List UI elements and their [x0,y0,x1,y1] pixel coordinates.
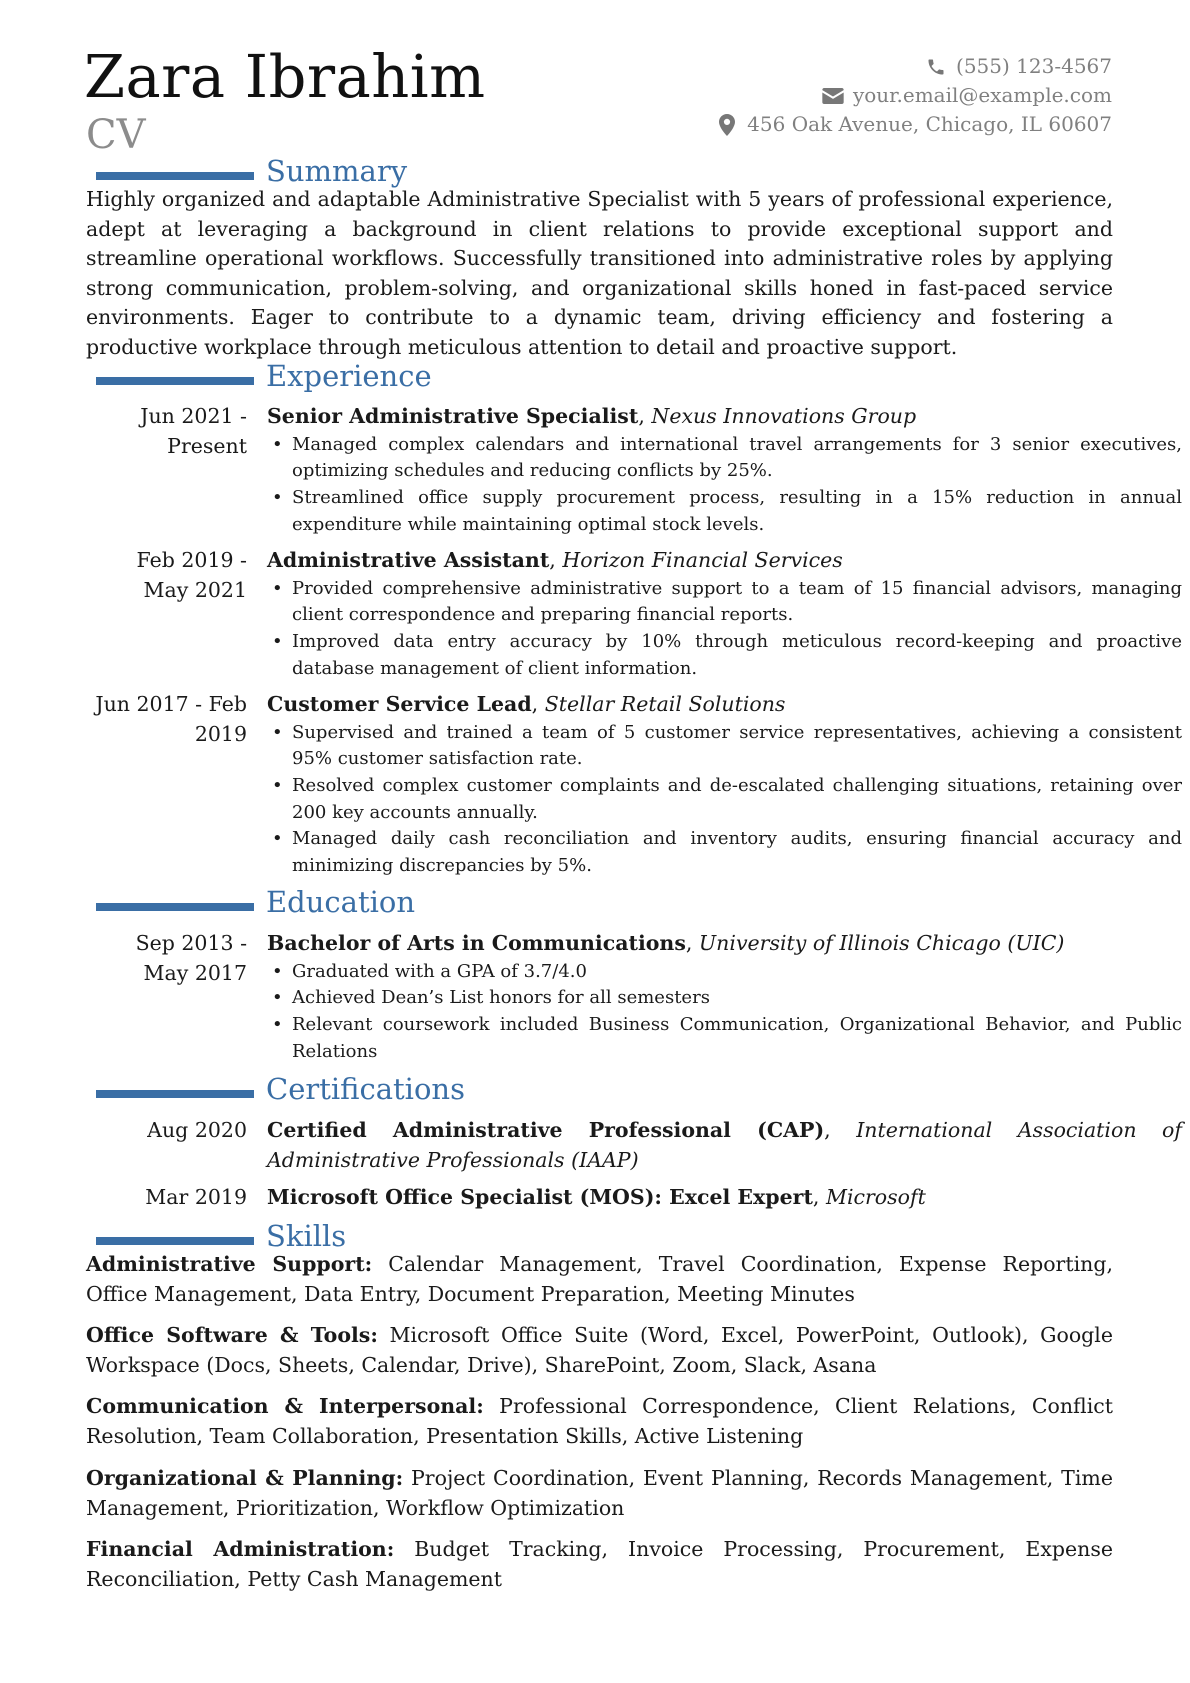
section-rule [96,903,254,911]
bullet-list [267,720,1182,880]
bullet-item: • Relevant coursework included Business Communication, Organizational Behavior, and Public Relations [292,1012,1182,1065]
bullet-item: • Resolved complex customer complaints and de-escalated challenging situations, retaining over 200 key accounts annually. [292,773,1182,826]
phone-text: (555) 123-4567 [956,54,1112,78]
email-text[interactable]: your.email@example.com [852,83,1112,107]
entry-heading: Senior Administrative Specialist, Nexus Innovations Group [267,404,917,428]
bullet-item: • Improved data entry accuracy by 10% through meticulous record-keeping and proactive database management of client information. [292,629,1182,682]
skill-items: Microsoft Office Suite (Word, Excel, PowerPoint, Outlook), Google Workspace (Docs, Sheets, Calendar, Drive), SharePoint, Zoom, Slack, Asana [86,1323,1113,1377]
skill-group [86,1464,1113,1523]
entry-heading: Certified Administrative Professional (CAP), International Association of Administrative Professionals (IAAP) [267,1118,1182,1172]
document-type: CV [86,112,146,158]
skill-group [86,1392,1113,1451]
address-text: 456 Oak Avenue, Chicago, IL 60607 [747,112,1112,136]
entry-organization: International Association of Administrative Professionals (IAAP) [267,1118,1182,1172]
bullet-list [267,959,1182,1066]
entry-date: Jun 2021 - Present [140,404,247,458]
contact-address [592,110,1112,139]
section-title: Education [266,885,416,919]
section-rule [96,172,254,180]
section-title: Certifications [266,1072,465,1106]
skill-group [86,1321,1113,1380]
entry-role: Customer Service Lead [267,692,532,716]
candidate-name: Zara Ibrahim [84,42,486,111]
skill-items: Professional Correspondence, Client Relations, Conflict Resolution, Team Collaboration, Presentation Skills, Active Listening [86,1394,1114,1448]
skill-category: Administrative Support: [86,1252,373,1276]
bullet-list [267,432,1182,539]
entry-role: Bachelor of Arts in Communications [267,931,686,955]
entry-date: Jun 2017 - Feb 2019 [95,692,247,746]
entry-heading: Microsoft Office Specialist (MOS): Excel Expert, Microsoft [267,1185,926,1209]
section-rule [96,377,254,385]
summary-text: Highly organized and adaptable Administrative Specialist with 5 years of professional experience, adept at leveraging a background in client relations to provide exceptional support and streamline operational workflows. Successfully transitioned into administrative roles by applying strong communication, problem-solving, and organizational skills honed in fast-paced service environments. Eager to contribute to a dynamic team, driving efficiency and fostering a productive workplace through meticulous attention to detail and proactive support. [86,187,1113,359]
section-rule [96,1237,254,1245]
skill-group [86,1535,1113,1594]
entry-organization: Stellar Retail Solutions [544,692,786,716]
entry-role: Senior Administrative Specialist [267,404,639,428]
bullet-list [267,576,1182,683]
envelope-icon [821,85,845,107]
skill-category: Organizational & Planning: [86,1466,404,1490]
entry-date: Sep 2013 - May 2017 [135,931,247,985]
skill-category: Communication & Interpersonal: [86,1394,484,1418]
entry-organization: University of Illinois Chicago (UIC) [698,931,1065,955]
skill-items: Calendar Management, Travel Coordination, Expense Reporting, Office Management, Data Entry, Document Preparation, Meeting Minutes [86,1252,1113,1306]
entry-organization: Microsoft [825,1185,926,1209]
entry-organization: Nexus Innovations Group [651,404,917,428]
entry-body [267,1116,1182,1175]
contact-email [592,81,1112,110]
bullet-item: • Achieved Dean’s List honors for all semesters [292,985,1182,1012]
contact-block [592,52,1112,139]
entry-body [267,1183,1182,1213]
skill-items: Budget Tracking, Invoice Processing, Procurement, Expense Reconciliation, Petty Cash Management [86,1537,1113,1591]
entry-body [267,402,1182,538]
bullet-item: • Provided comprehensive administrative support to a team of 15 financial advisors, managing client correspondence and preparing financial reports. [292,576,1182,629]
bullet-item: • Managed daily cash reconciliation and inventory audits, ensuring financial accuracy and minimizing discrepancies by 5%. [292,826,1182,879]
bullet-item: • Supervised and trained a team of 5 customer service representatives, achieving a consistent 95% customer satisfaction rate. [292,720,1182,773]
section-title: Summary [266,154,408,188]
skill-group [86,1250,1113,1309]
map-marker-icon [715,114,739,136]
entry-organization: Horizon Financial Services [562,548,843,572]
section-rule [96,1090,254,1098]
skill-category: Office Software & Tools: [86,1323,378,1347]
entry-role: Certified Administrative Professional (CAP) [267,1118,825,1142]
phone-icon [924,56,948,78]
entry-role: Administrative Assistant [267,548,550,572]
entry-body [267,690,1182,880]
entry-date: Aug 2020 [147,1118,247,1142]
entry-heading: Bachelor of Arts in Communications, University of Illinois Chicago (UIC) [267,931,1065,955]
skill-items: Project Coordination, Event Planning, Records Management, Time Management, Prioritization, Workflow Optimization [86,1466,1113,1520]
bullet-item: • Managed complex calendars and international travel arrangements for 3 senior executives, optimizing schedules and reducing conflicts by 25%. [292,432,1182,485]
entry-body [267,929,1182,1065]
entry-heading: Customer Service Lead, Stellar Retail Solutions [267,692,786,716]
section-title: Skills [266,1219,347,1253]
bullet-item: • Streamlined office supply procurement process, resulting in a 15% reduction in annual expenditure while maintaining optimal stock levels. [292,485,1182,538]
section-title: Experience [266,359,432,393]
entry-role: Microsoft Office Specialist (MOS): Excel Expert [267,1185,813,1209]
entry-date: Mar 2019 [145,1185,247,1209]
entry-heading: Administrative Assistant, Horizon Financial Services [267,548,843,572]
bullet-item: • Graduated with a GPA of 3.7/4.0 [292,959,1182,986]
entry-date: Feb 2019 - May 2021 [136,548,247,602]
entry-body [267,546,1182,682]
contact-phone [592,52,1112,81]
skill-category: Financial Administration: [86,1537,395,1561]
